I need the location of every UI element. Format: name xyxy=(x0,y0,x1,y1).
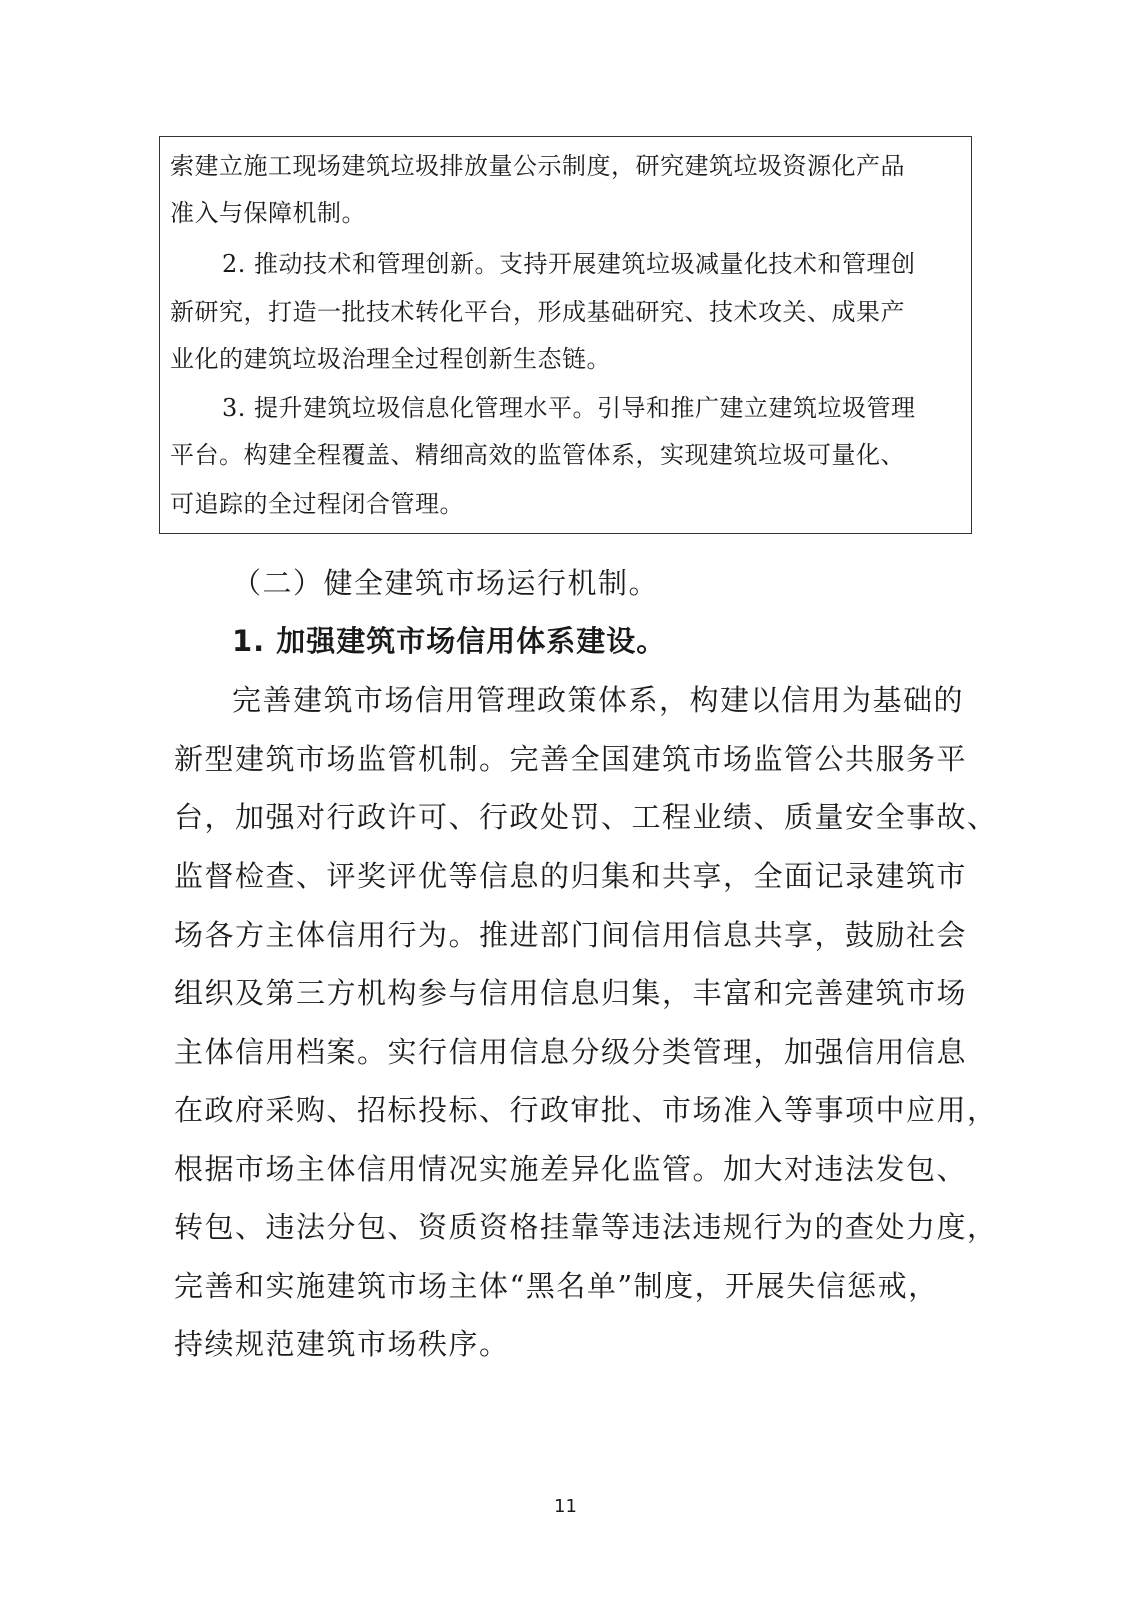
paragraph-line: 在政府采购、招标投标、行政审批、市场准入等事项中应用， xyxy=(174,1093,998,1127)
box-line: 准入与保障机制。 xyxy=(170,199,366,227)
box-line: 新研究，打造一批技术转化平台，形成基础研究、技术攻关、成果产 xyxy=(170,298,905,326)
boxed-excerpt xyxy=(159,136,972,534)
paragraph-line: 持续规范建筑市场秩序。 xyxy=(174,1327,510,1361)
box-line: 可追踪的全过程闭合管理。 xyxy=(170,490,464,518)
box-line: 3. 提升建筑垃圾信息化管理水平。引导和推广建立建筑垃圾管理 xyxy=(222,394,916,422)
paragraph-line: 完善和实施建筑市场主体“黑名单”制度，开展失信惩戒， xyxy=(174,1269,939,1303)
paragraph-line: 场各方主体信用行为。推进部门间信用信息共享，鼓励社会 xyxy=(174,918,968,952)
paragraph-line: 监督检查、评奖评优等信息的归集和共享，全面记录建筑市 xyxy=(174,859,968,893)
paragraph-line: 主体信用档案。实行信用信息分级分类管理，加强信用信息 xyxy=(174,1035,968,1069)
section-title: （二）健全建筑市场运行机制。 xyxy=(232,566,660,600)
box-line: 2. 推动技术和管理创新。支持开展建筑垃圾减量化技术和管理创 xyxy=(222,250,916,278)
paragraph-line: 台，加强对行政许可、行政处罚、工程业绩、质量安全事故、 xyxy=(174,800,998,834)
paragraph-line: 完善建筑市场信用管理政策体系，构建以信用为基础的 xyxy=(232,683,965,717)
paragraph-line: 新型建筑市场监管机制。完善全国建筑市场监管公共服务平 xyxy=(174,742,968,776)
paragraph-line: 组织及第三方机构参与信用信息归集，丰富和完善建筑市场 xyxy=(174,976,968,1010)
paragraph-line: 根据市场主体信用情况实施差异化监管。加大对违法发包、 xyxy=(174,1152,968,1186)
paragraph-line: 转包、违法分包、资质资格挂靠等违法违规行为的查处力度， xyxy=(174,1210,998,1244)
box-line: 业化的建筑垃圾治理全过程创新生态链。 xyxy=(170,345,611,373)
page-number: 11 xyxy=(554,1496,577,1517)
box-line: 平台。构建全程覆盖、精细高效的监管体系，实现建筑垃圾可量化、 xyxy=(170,441,905,469)
subsection-title: 1. 加强建筑市场信用体系建设。 xyxy=(232,624,667,658)
box-line: 索建立施工现场建筑垃圾排放量公示制度，研究建筑垃圾资源化产品 xyxy=(170,152,905,180)
